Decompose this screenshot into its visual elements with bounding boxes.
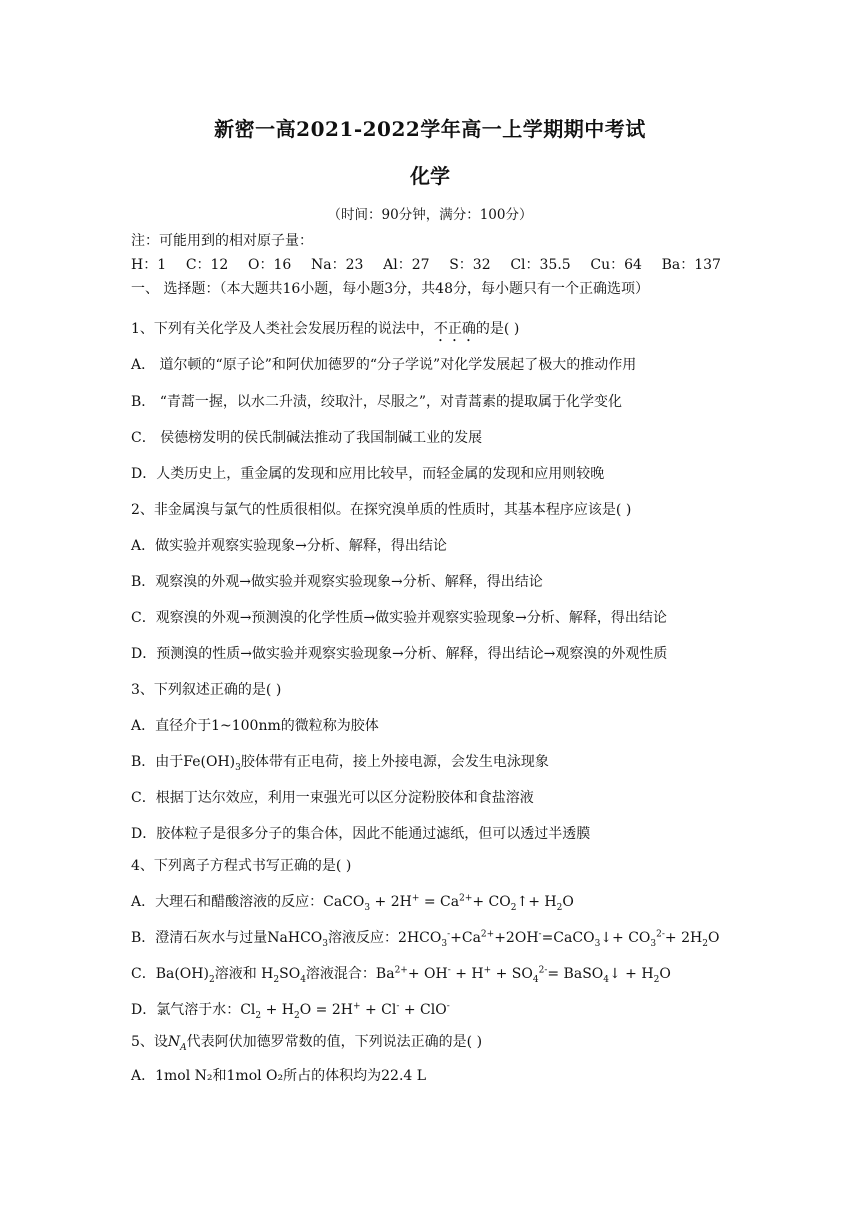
exam-title: 新密一高2021-2022学年高一上学期期中考试 — [214, 117, 646, 141]
question-1-option-c: C． 侯德榜发明的侯氏制碱法推动了我国制碱工业的发展 — [131, 430, 483, 446]
q5-na-sub: A — [180, 1042, 187, 1053]
mass-ba: Ba：137 — [661, 257, 721, 273]
mass-cl: Cl：35.5 — [510, 257, 571, 273]
q1-stem-emphasis: 不正确 — [433, 321, 476, 337]
mass-o: O：16 — [248, 257, 292, 273]
q1-stem-pre: 1、下列有关化学及人类社会发展历程的说法中， — [131, 321, 434, 337]
q5-stem-pre: 5、设 — [131, 1034, 168, 1050]
exam-time-info: （时间：90分钟，满分：100分） — [327, 207, 533, 223]
exam-subject: 化学 — [410, 164, 450, 188]
question-3-option-c: C．根据丁达尔效应，利用一束强光可以区分淀粉胶体和食盐溶液 — [131, 790, 534, 806]
question-4-option-a: A．大理石和醋酸溶液的反应：CaCO$_3$ + $2H^+ = Ca^{2+}+$ $CO_2↑+ H_2O$ — [131, 893, 574, 913]
question-2-option-b: B．观察溴的外观→做实验并观察实验现象→分析、解释，得出结论 — [131, 574, 543, 590]
q1-stem-post: 的是( ) — [475, 321, 520, 337]
question-1-option-b: B． “青蒿一握，以水二升渍，绞取汁，尽服之”，对青蒿素的提取属于化学变化 — [131, 394, 623, 410]
q4-a-text: A．大理石和醋酸溶液的反应：CaCO — [131, 894, 365, 910]
question-3-option-a: A．直径介于1~100nm的微粒称为胶体 — [131, 718, 379, 734]
question-4-stem: 4、下列离子方程式书写正确的是( ) — [131, 858, 352, 874]
mass-c: C：12 — [185, 257, 229, 273]
question-3-option-d: D．胶体粒子是很多分子的集合体，因此不能通过滤纸，但可以透过半透膜 — [131, 826, 591, 842]
question-2-stem: 2、非金属溴与氯气的性质很相似。在探究溴单质的性质时，其基本程序应该是( ) — [131, 502, 632, 518]
question-2-option-a: A．做实验并观察实验现象→分析、解释，得出结论 — [131, 538, 447, 554]
mass-s: S：32 — [449, 257, 491, 273]
q4-c-text: C．Ba(OH) — [131, 966, 209, 982]
section-heading: 一、 选择题：（本大题共16小题，每小题3分，共48分，每小题只有一个正确选项） — [131, 281, 649, 297]
question-5-stem — [131, 1032, 482, 1052]
question-4-option-b: B．澄清石灰水与过量NaHCO$_3$溶液反应：$2HCO_3^-+Ca^{2+}+2OH^-=CaCO_3↓+ CO_3^{2-}+ 2H_2O$ — [131, 929, 720, 949]
question-1-stem — [131, 319, 519, 345]
mass-al: Al：27 — [383, 257, 430, 273]
q3-b-post: 胶体带有正电荷，接上外接电源，会发生电泳现象 — [240, 754, 549, 770]
question-5-option-a: A．1mol N₂和1mol O₂所占的体积均为22.4 L — [131, 1068, 427, 1084]
question-1-option-d: D．人类历史上，重金属的发现和应用比较早，而轻金属的发现和应用则较晚 — [131, 466, 605, 482]
mass-na: Na：23 — [311, 257, 364, 273]
q5-na-symbol: N — [167, 1034, 181, 1050]
question-3-option-b — [131, 752, 549, 772]
q4-d-text: D．氯气溶于水：Cl — [131, 1002, 256, 1018]
mass-h: H：1 — [131, 257, 167, 273]
question-2-option-c: C．观察溴的外观→预测溴的化学性质→做实验并观察实验现象→分析、解释，得出结论 — [131, 610, 667, 626]
question-4-option-d: D．氯气溶于水：$Cl_2 + H_2O = 2H^+ + Cl^- + ClO^-$ — [131, 1001, 450, 1021]
q3-b-pre: B．由于Fe(OH) — [131, 754, 236, 770]
question-1-option-a: A． 道尔顿的“原子论”和阿伏加德罗的“分子学说”对化学发展起了极大的推动作用 — [131, 357, 637, 373]
question-4-option-c: C．$Ba(OH)_2$溶液和 $H_2SO_4$溶液混合：$Ba^{2+}+ OH^- + H^+ + SO_4^{2-}=$ BaSO$_4$↓ + $H_2O$ — [131, 965, 671, 985]
question-2-option-d: D．预测溴的性质→做实验并观察实验现象→分析、解释，得出结论→观察溴的外观性质 — [131, 646, 668, 662]
q5-stem-post: 代表阿伏加德罗常数的值，下列说法正确的是( ) — [186, 1034, 483, 1050]
mass-cu: Cu：64 — [590, 257, 642, 273]
atomic-mass-list — [131, 255, 721, 275]
q3-b-sub: 3 — [235, 762, 241, 773]
question-3-stem: 3、下列叙述正确的是( ) — [131, 682, 282, 698]
atomic-mass-note: 注：可能用到的相对原子量： — [131, 233, 313, 249]
q4-b-text: B．澄清石灰水与过量NaHCO — [131, 930, 323, 946]
